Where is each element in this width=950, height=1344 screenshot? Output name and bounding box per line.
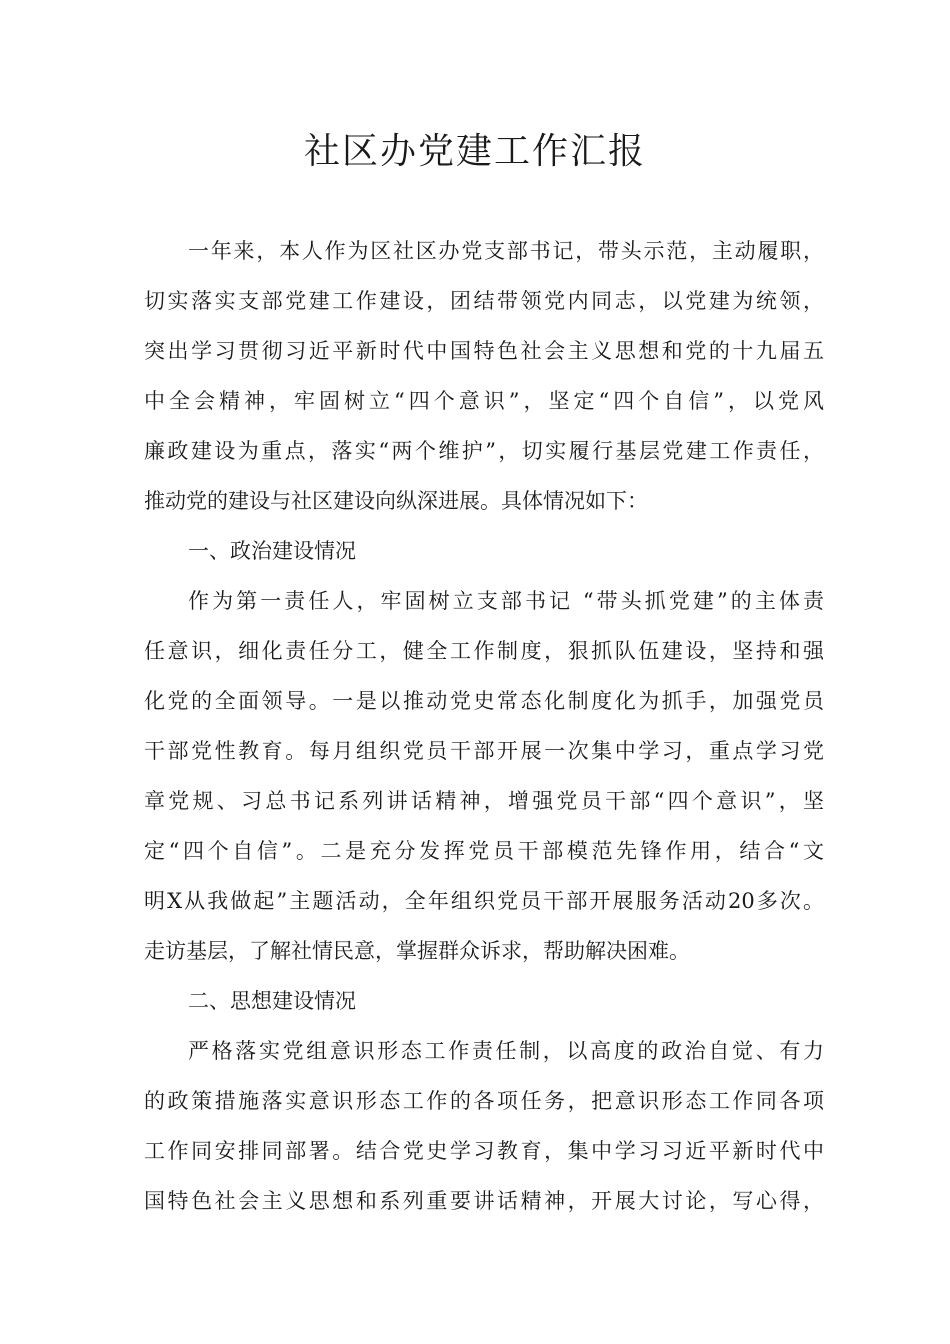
document-body xyxy=(144,226,824,1226)
body-line: 严格落实党组意识形态工作责任制，以高度的政治自觉、有力 xyxy=(188,1039,824,1063)
body-line: 突出学习贯彻习近平新时代中国特色社会主义思想和党的十九届五 xyxy=(144,339,824,363)
body-line: 廉政建设为重点，落实“两个维护”，切实履行基层党建工作责任， xyxy=(144,439,824,463)
body-line: 推动党的建设与社区建设向纵深进展。具体情况如下： xyxy=(144,489,648,513)
body-line: 干部党性教育。每月组织党员干部开展一次集中学习，重点学习党 xyxy=(144,739,824,763)
body-line: 一、政治建设情况 xyxy=(188,539,356,563)
body-line: 一年来，本人作为区社区办党支部书记，带头示范，主动履职， xyxy=(188,239,824,263)
body-line: 二、思想建设情况 xyxy=(188,989,356,1013)
body-line: 工作同安排同部署。结合党史学习教育，集中学习习近平新时代中 xyxy=(144,1139,824,1163)
body-line: 定“四个自信”。二是充分发挥党员干部模范先锋作用，结合“文 xyxy=(144,839,824,863)
body-line: 中全会精神，牢固树立“四个意识”，坚定“四个自信”，以党风 xyxy=(144,389,824,413)
body-line: 作为第一责任人，牢固树立支部书记 “带头抓党建”的主体责 xyxy=(188,589,824,613)
document-title: 社区办党建工作汇报 xyxy=(303,131,646,172)
body-line: 走访基层，了解社情民意，掌握群众诉求，帮助解决困难。 xyxy=(144,939,690,963)
body-line: 切实落实支部党建工作建设，团结带领党内同志，以党建为统领， xyxy=(144,289,824,313)
body-line: 章党规、习总书记系列讲话精神，增强党员干部“四个意识”，坚 xyxy=(144,789,824,813)
body-line: 任意识，细化责任分工，健全工作制度，狠抓队伍建设，坚持和强 xyxy=(144,639,824,663)
body-line: 国特色社会主义思想和系列重要讲话精神，开展大讨论，写心得， xyxy=(144,1189,824,1213)
body-line: 化党的全面领导。一是以推动党史常态化制度化为抓手，加强党员 xyxy=(144,689,824,713)
body-line: 明X从我做起”主题活动，全年组织党员干部开展服务活动20多次。 xyxy=(144,889,824,913)
body-line: 的政策措施落实意识形态工作的各项任务，把意识形态工作同各项 xyxy=(144,1089,824,1113)
